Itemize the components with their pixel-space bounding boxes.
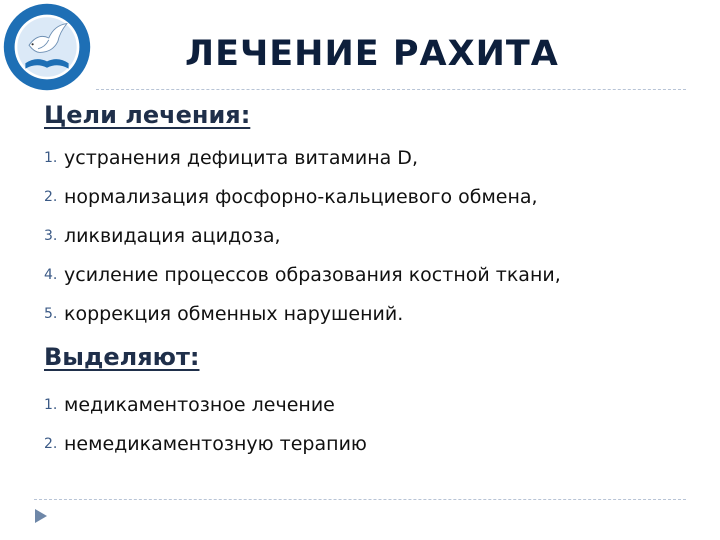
list-text: нормализация фосфорно-кальциевого обмена, <box>64 185 538 208</box>
list-item <box>44 138 561 177</box>
types-list <box>44 385 367 463</box>
list-item <box>44 255 561 294</box>
list-item <box>44 177 561 216</box>
list-number: 1. <box>44 149 58 166</box>
top-divider <box>96 89 686 90</box>
list-text: немедикаментозную терапию <box>64 432 367 455</box>
list-text: усиление процессов образования костной ткани, <box>64 263 561 286</box>
list-item <box>44 216 561 255</box>
list-number: 2. <box>44 188 58 205</box>
list-text: ликвидация ацидоза, <box>64 224 281 247</box>
goals-list <box>44 138 561 333</box>
list-text: медикаментозное лечение <box>64 393 335 416</box>
list-text: коррекция обменных нарушений. <box>64 302 404 325</box>
list-number: 2. <box>44 435 58 452</box>
slide-title: ЛЕЧЕНИЕ РАХИТА <box>185 34 559 74</box>
list-number: 5. <box>44 305 58 322</box>
list-item <box>44 385 367 424</box>
list-number: 1. <box>44 396 58 413</box>
list-number: 3. <box>44 227 58 244</box>
list-text: устранения дефицита витамина D, <box>64 146 418 169</box>
types-heading: Выделяют: <box>44 343 200 371</box>
nav-arrow-icon[interactable] <box>34 508 48 524</box>
list-item <box>44 294 561 333</box>
list-item <box>44 424 367 463</box>
bottom-divider <box>34 499 686 500</box>
dove-book-emblem-icon <box>2 2 92 92</box>
goals-heading: Цели лечения: <box>44 101 251 129</box>
list-number: 4. <box>44 266 58 283</box>
